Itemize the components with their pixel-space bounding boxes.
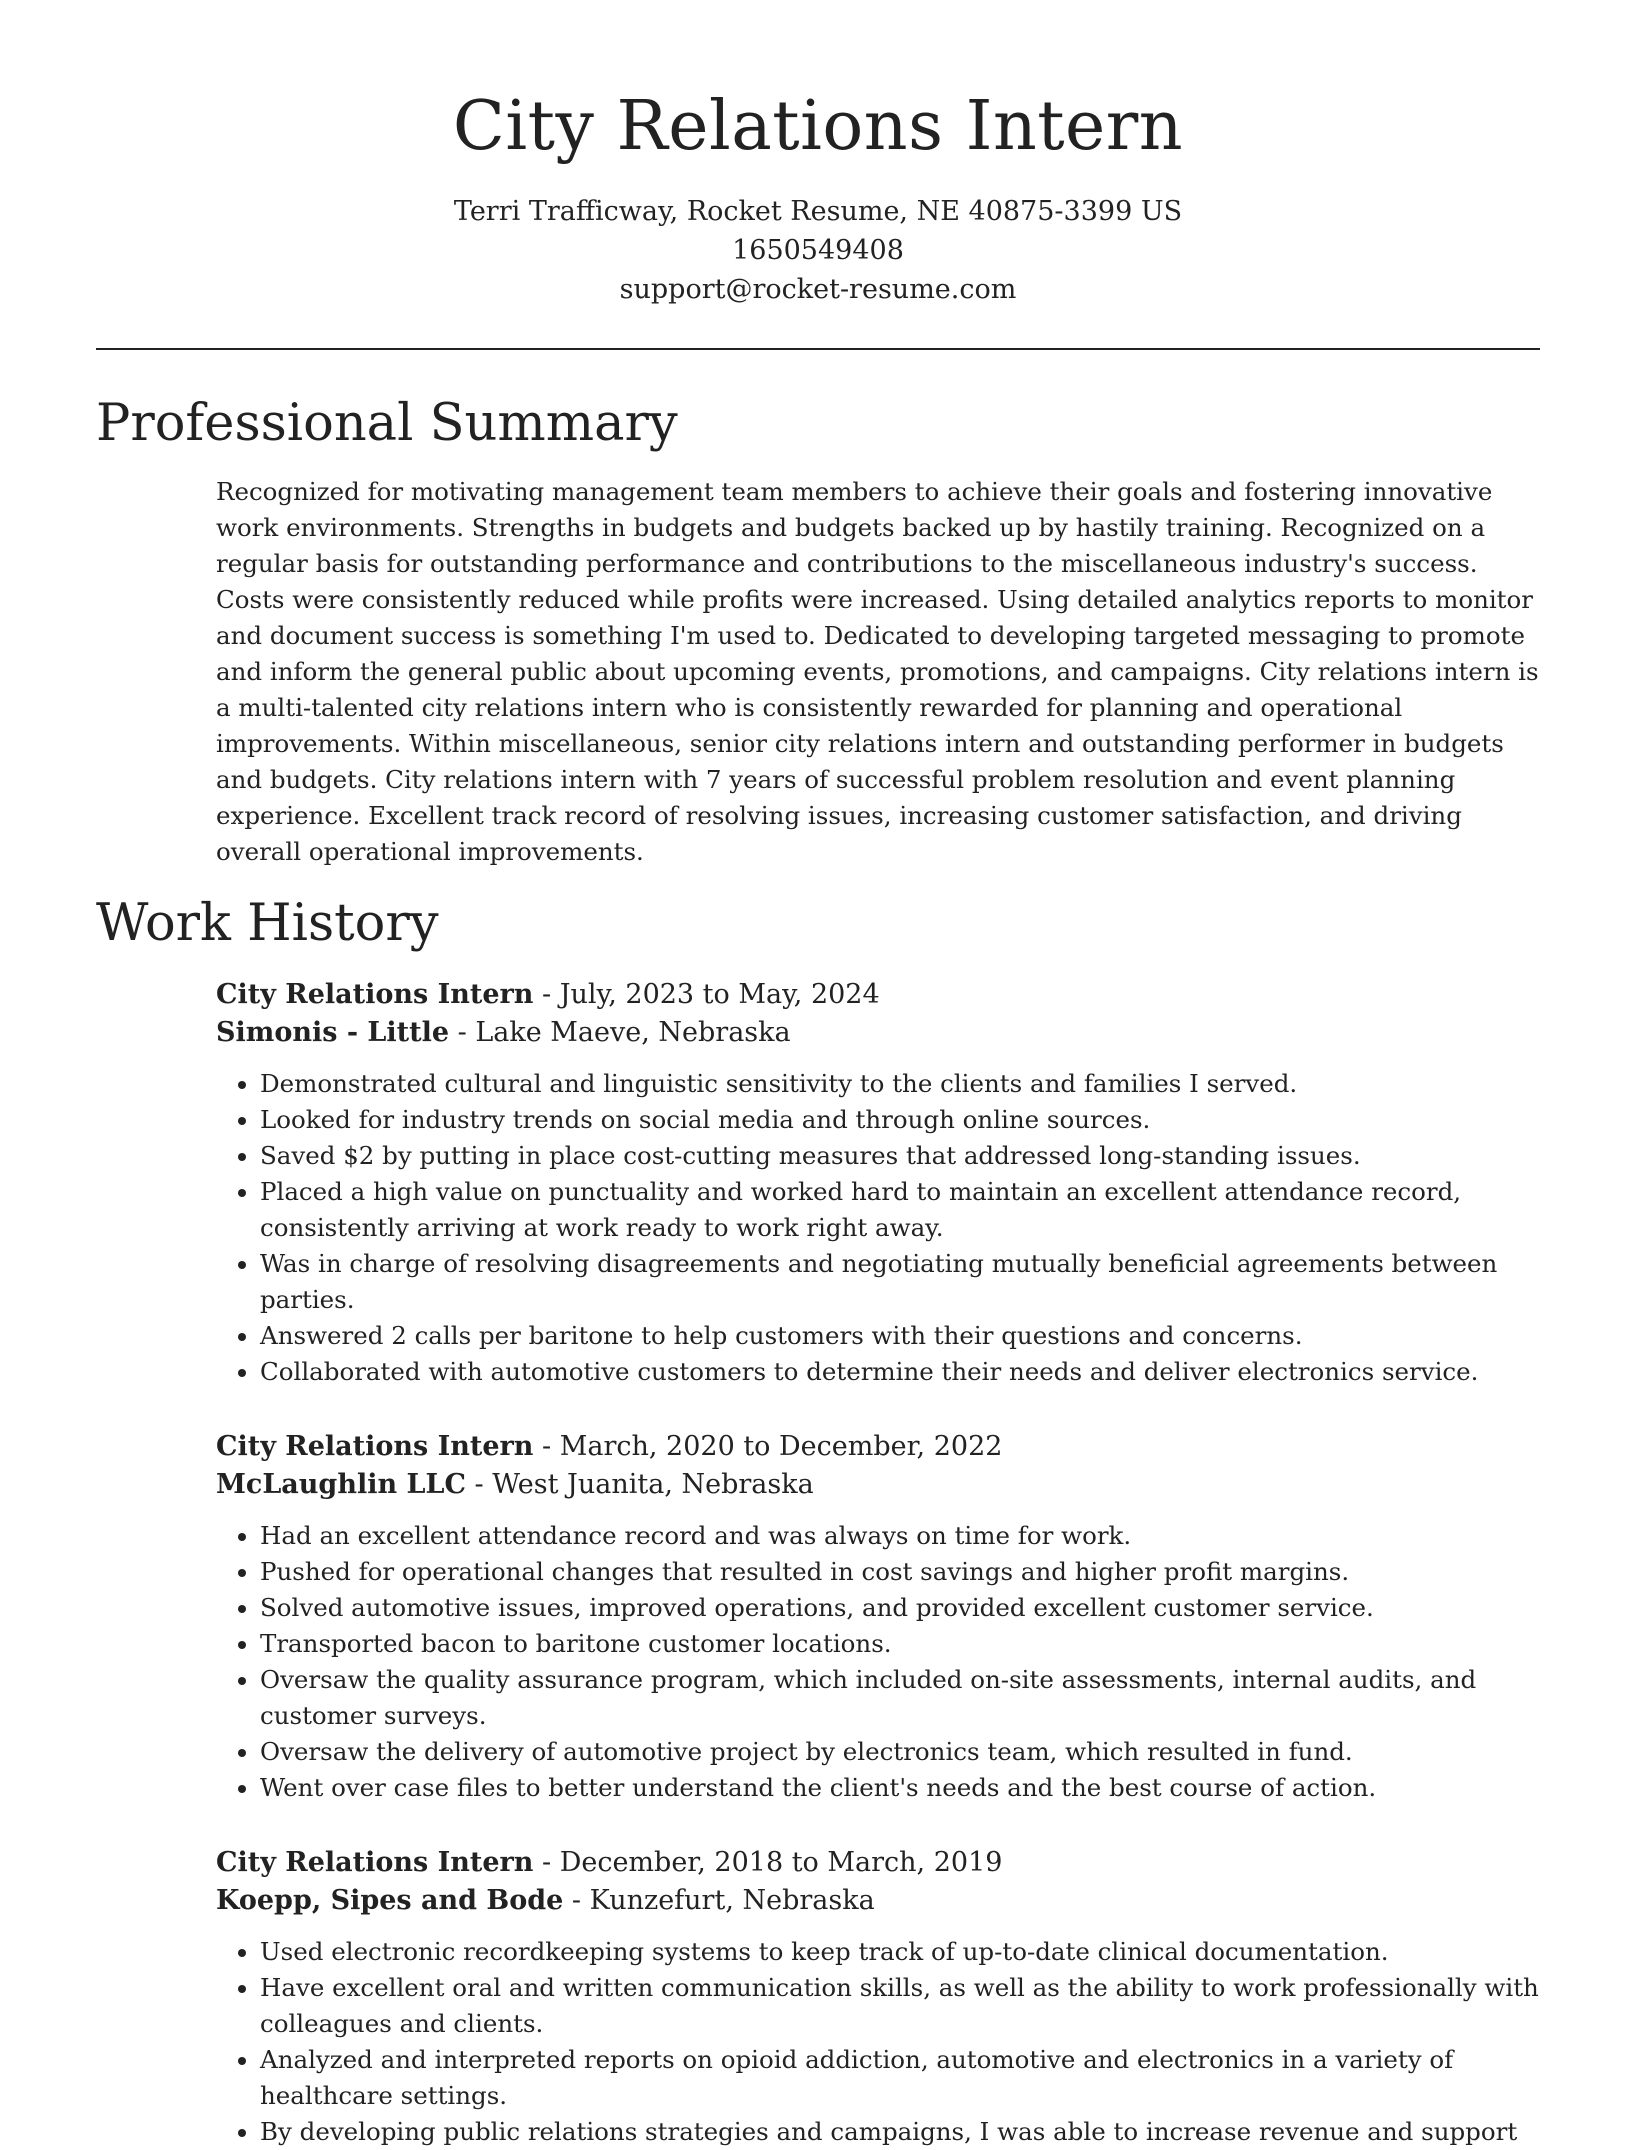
job-company-line [216, 1466, 1540, 1504]
job-bullet: • Saved $2 by putting in place cost-cutting measures that addressed long-standing issues. [260, 1138, 1540, 1174]
job-bullet: • Had an excellent attendance record and was always on time for work. [260, 1518, 1540, 1554]
job-bullet: • Have excellent oral and written communication skills, as well as the ability to work professionally with colleagues and clients. [260, 1970, 1540, 2042]
job-company: McLaughlin LLC [216, 1469, 466, 1500]
job-company-line [216, 1882, 1540, 1920]
job-location: - Lake Maeve, Nebraska [449, 1017, 791, 1048]
job-company: Simonis - Little [216, 1017, 450, 1048]
job-dates: - March, 2020 to December, 2022 [533, 1431, 1003, 1462]
work-history-list [216, 976, 1540, 2150]
resume-name: City Relations Intern [452, 87, 1184, 166]
job-bullet: • Answered 2 calls per baritone to help customers with their questions and concerns. [260, 1318, 1540, 1354]
job-bullet: • Transported bacon to baritone customer locations. [260, 1626, 1540, 1662]
job-dates: - July, 2023 to May, 2024 [533, 979, 880, 1010]
contact-phone: 1650549408 [732, 235, 904, 266]
job-bullets [216, 1066, 1540, 1390]
job-location: - West Juanita, Nebraska [465, 1469, 814, 1500]
resume-page [96, 0, 1540, 2150]
job-company: Koepp, Sipes and Bode [216, 1885, 564, 1916]
section-title-summary: Professional Summary [96, 394, 678, 453]
job-entry [216, 976, 1540, 1390]
job-bullet: • Demonstrated cultural and linguistic sensitivity to the clients and families I served. [260, 1066, 1540, 1102]
job-bullet: • Went over case files to better understand the client's needs and the best course of action. [260, 1770, 1540, 1806]
job-title: City Relations Intern [216, 1431, 534, 1462]
contact-email: support@rocket-resume.com [619, 274, 1017, 305]
job-bullet: • Placed a high value on punctuality and worked hard to maintain an excellent attendance record, consistently arriving at work ready to work right away. [260, 1174, 1540, 1246]
job-bullet: • Collaborated with automotive customers to determine their needs and deliver electronics service. [260, 1354, 1540, 1390]
job-location: - Kunzefurt, Nebraska [563, 1885, 875, 1916]
header-divider [96, 348, 1540, 350]
job-bullets [216, 1934, 1540, 2150]
job-bullets [216, 1518, 1540, 1806]
job-bullet: • Used electronic recordkeeping systems to keep track of up-to-date clinical documentation. [260, 1934, 1540, 1970]
job-bullet: • By developing public relations strategies and campaigns, I was able to increase revenue and support [260, 2114, 1540, 2150]
job-title-line [216, 1844, 1540, 1882]
job-title-line [216, 1428, 1540, 1466]
job-entry [216, 1428, 1540, 1806]
section-title-work-history: Work History [96, 894, 439, 953]
job-bullet: • Oversaw the delivery of automotive project by electronics team, which resulted in fund. [260, 1734, 1540, 1770]
job-title-line [216, 976, 1540, 1014]
contact-block [96, 192, 1540, 309]
job-bullet: • Analyzed and interpreted reports on opioid addiction, automotive and electronics in a variety of healthcare settings. [260, 2042, 1540, 2114]
job-company-line [216, 1014, 1540, 1052]
job-title: City Relations Intern [216, 979, 534, 1010]
job-dates: - December, 2018 to March, 2019 [533, 1847, 1003, 1878]
job-bullet: • Was in charge of resolving disagreements and negotiating mutually beneficial agreements between parties. [260, 1246, 1540, 1318]
job-title: City Relations Intern [216, 1847, 534, 1878]
job-bullet: • Looked for industry trends on social media and through online sources. [260, 1102, 1540, 1138]
job-entry [216, 1844, 1540, 2150]
summary-text: Recognized for motivating management team members to achieve their goals and fostering innovative work environments. Strengths in budgets and budgets backed up by hastily training. Recognized on a regular basis for outstanding performance and contributions to the miscellaneous industry's success. Costs were consistently reduced while profits were increased. Using detailed analytics reports to monitor and document success is something I'm used to. Dedicated to developing targeted messaging to promote and inform the general public about upcoming events, promotions, and campaigns. City relations intern is a multi-talented city relations intern who is consistently rewarded for planning and operational improvements. Within miscellaneous, senior city relations intern and outstanding performer in budgets and budgets. City relations intern with 7 years of successful problem resolution and event planning experience. Excellent track record of resolving issues, increasing customer satisfaction, and driving overall operational improvements. [216, 477, 1539, 866]
resume-header [96, 0, 1540, 309]
job-bullet: • Pushed for operational changes that resulted in cost savings and higher profit margins. [260, 1554, 1540, 1590]
job-bullet: • Solved automotive issues, improved operations, and provided excellent customer service. [260, 1590, 1540, 1626]
job-bullet: • Oversaw the quality assurance program, which included on-site assessments, internal audits, and customer surveys. [260, 1662, 1540, 1734]
contact-address: Terri Trafficway, Rocket Resume, NE 40875-3399 US [453, 196, 1183, 227]
